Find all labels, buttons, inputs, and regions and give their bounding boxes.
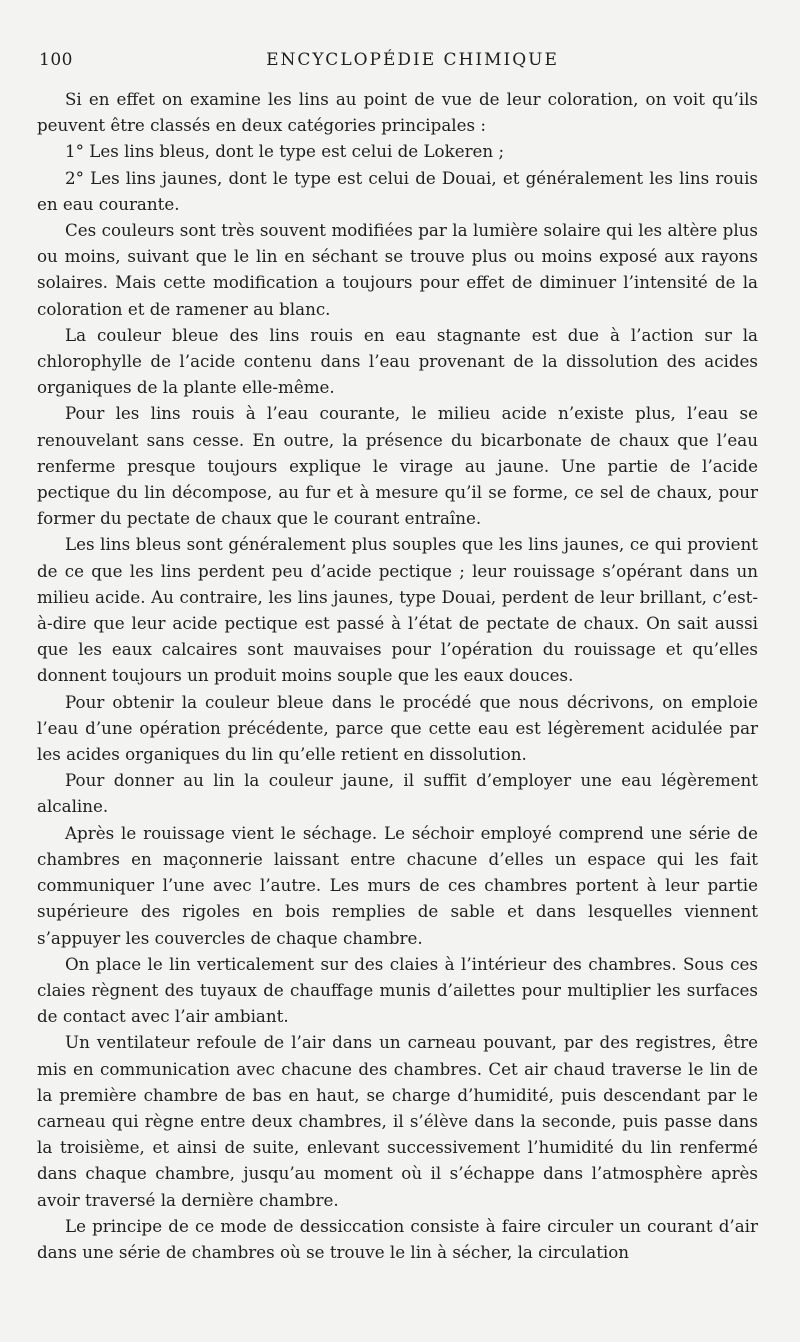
paragraph: 1° Les lins bleus, dont le type est celui de Lokeren ; [65,141,505,162]
paragraph: Pour obtenir la couleur bleue dans le procédé que nous décrivons, on emploie l’eau d’une opération précédente, parce que cette eau est légèrement acidulée par les acides organiques du lin qu’elle retient en dissolution. [37,691,758,765]
body-text [37,86,758,1265]
paragraph: Le principe de ce mode de dessiccation consiste à faire circuler un courant d’air dans une série de chambres où se trouve le lin à sécher, la circulation [37,1215,758,1262]
paragraph: 2° Les lins jaunes, dont le type est celui de Douai, et généralement les lins rouis en eau courante. [37,167,758,214]
paragraph: Après le rouissage vient le séchage. Le séchoir employé comprend une série de chambres en maçonnerie laissant entre chacune d’elles un espace qui les fait communiquer l’une avec l’autre. Les murs de ces chambres portent à leur partie supérieure des rigoles en bois remplies de sable et dans lesquelles viennent s’appuyer les couvercles de chaque chambre. [37,822,758,948]
running-head [37,50,758,76]
paragraph: Ces couleurs sont très souvent modifiées par la lumière solaire qui les altère plus ou moins, suivant que le lin en séchant se trouve plus ou moins exposé aux rayons solaires. Mais cette modification a toujours pour effet de diminuer l’intensité de la coloration et de ramener au blanc. [37,220,758,319]
running-title: ENCYCLOPÉDIE CHIMIQUE [266,50,559,70]
page-number: 100 [39,50,73,70]
paragraph: Les lins bleus sont généralement plus souples que les lins jaunes, ce qui provient de ce que les lins perdent peu d’acide pectique ; leur rouissage s’opérant dans un milieu acide. Au contraire, les lins jaunes, type Douai, perdent de leur brillant, c’est-à-dire que leur acide pectique est passé à l’état de pectate de chaux. On sait aussi que les eaux calcaires sont mauvaises pour l’opération du rouissage et qu’elles donnent toujours un produit moins souple que les eaux douces. [37,534,758,686]
paragraph: Pour les lins rouis à l’eau courante, le milieu acide n’existe plus, l’eau se renouvelant sans cesse. En outre, la présence du bicarbonate de chaux que l’eau renferme presque toujours explique le virage au jaune. Une partie de l’acide pectique du lin décompose, au fur et à mesure qu’il se forme, ce sel de chaux, pour former du pectate de chaux que le courant entraîne. [37,403,758,529]
paragraph: Pour donner au lin la couleur jaune, il suffit d’employer une eau légèrement alcaline. [37,770,758,817]
paragraph: La couleur bleue des lins rouis en eau stagnante est due à l’action sur la chlorophylle de l’acide contenu dans l’eau provenant de la dissolution des acides organiques de la plante elle-même. [37,324,758,398]
paragraph: Un ventilateur refoule de l’air dans un carneau pouvant, par des registres, être mis en communication avec chacune des chambres. Cet air chaud traverse le lin de la première chambre de bas en haut, se charge d’humidité, puis descendant par le carneau qui règne entre deux chambres, il s’élève dans la seconde, puis passe dans la troisième, et ainsi de suite, enlevant successivement l’humidité du lin renfermé dans chaque chambre, jusqu’au moment où il s’échappe dans l’atmosphère après avoir traversé la dernière chambre. [37,1032,758,1210]
paragraph: Si en effet on examine les lins au point de vue de leur coloration, on voit qu’ils peuvent être classés en deux catégories principales : [37,89,758,136]
paragraph: On place le lin verticalement sur des claies à l’intérieur des chambres. Sous ces claies règnent des tuyaux de chauffage munis d’ailettes pour multiplier les surfaces de contact avec l’air ambiant. [37,953,758,1027]
